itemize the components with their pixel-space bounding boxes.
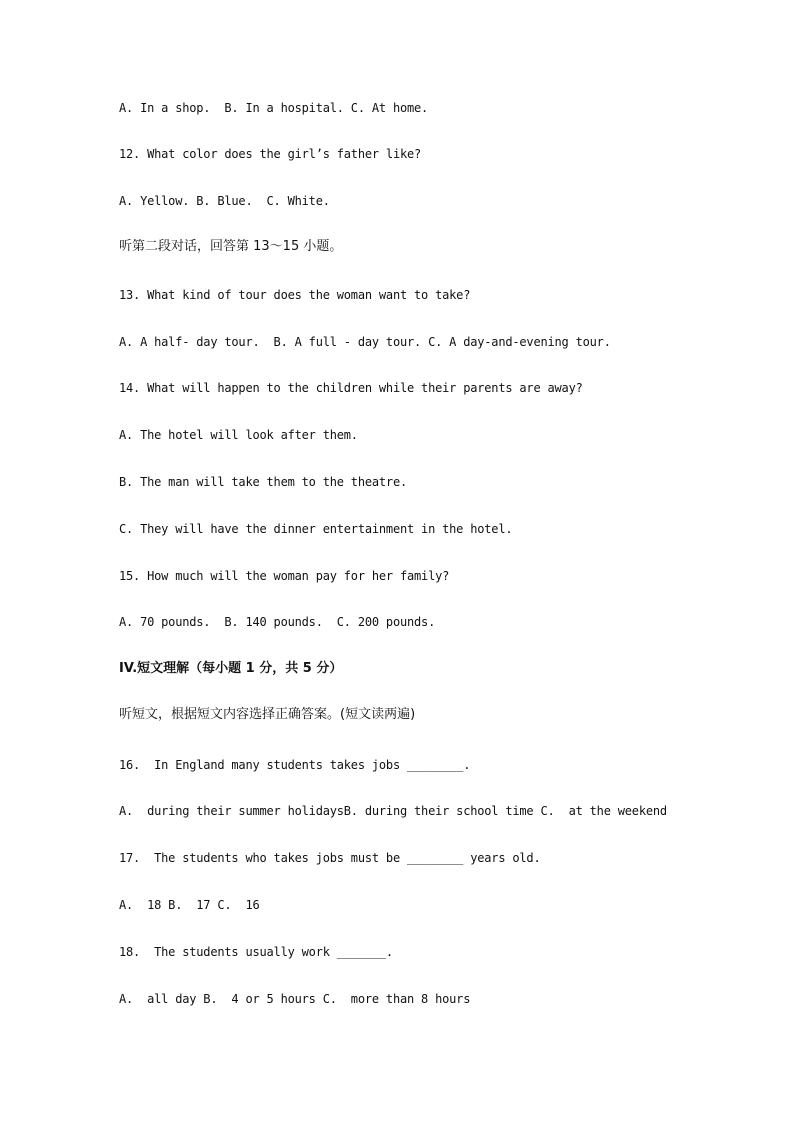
q17-question: 17. The students who takes jobs must be ________ years old.: [119, 851, 541, 865]
q18-options: A. all day B. 4 or 5 hours C. more than 8 hours: [119, 992, 471, 1006]
passage-instruction: 听短文，根据短文内容选择正确答案。(短文读两遍): [119, 707, 416, 722]
section-heading: IV.短文理解（每小题 1 分，共 5 分）: [119, 661, 343, 676]
section-instruction: 听第二段对话，回答第 13～15 小题。: [119, 239, 343, 254]
q11-options: A. In a shop. B. In a hospital. C. At home.: [119, 101, 429, 115]
q14-option-b: B. The man will take them to the theatre.: [119, 475, 408, 489]
q12-options: A. Yellow. B. Blue. C. White.: [119, 194, 330, 208]
q14-question: 14. What will happen to the children while their parents are away?: [119, 381, 583, 395]
q14-option-c: C. They will have the dinner entertainment in the hotel.: [119, 522, 513, 536]
q15-options: A. 70 pounds. B. 140 pounds. C. 200 pounds.: [119, 615, 436, 629]
q17-options: A. 18 B. 17 C. 16: [119, 898, 260, 912]
q12-question: 12. What color does the girl’s father like?: [119, 147, 422, 161]
q14-option-a: A. The hotel will look after them.: [119, 428, 358, 442]
q15-question: 15. How much will the woman pay for her family?: [119, 569, 450, 583]
q16-options: A. during their summer holidaysB. during their school time C. at the weekend: [119, 804, 667, 818]
q18-question: 18. The students usually work _______.: [119, 945, 393, 959]
q13-question: 13. What kind of tour does the woman want to take?: [119, 288, 471, 302]
q13-options: A. A half- day tour. B. A full - day tour. C. A day-and-evening tour.: [119, 335, 611, 349]
q16-question: 16. In England many students takes jobs ________.: [119, 758, 471, 772]
